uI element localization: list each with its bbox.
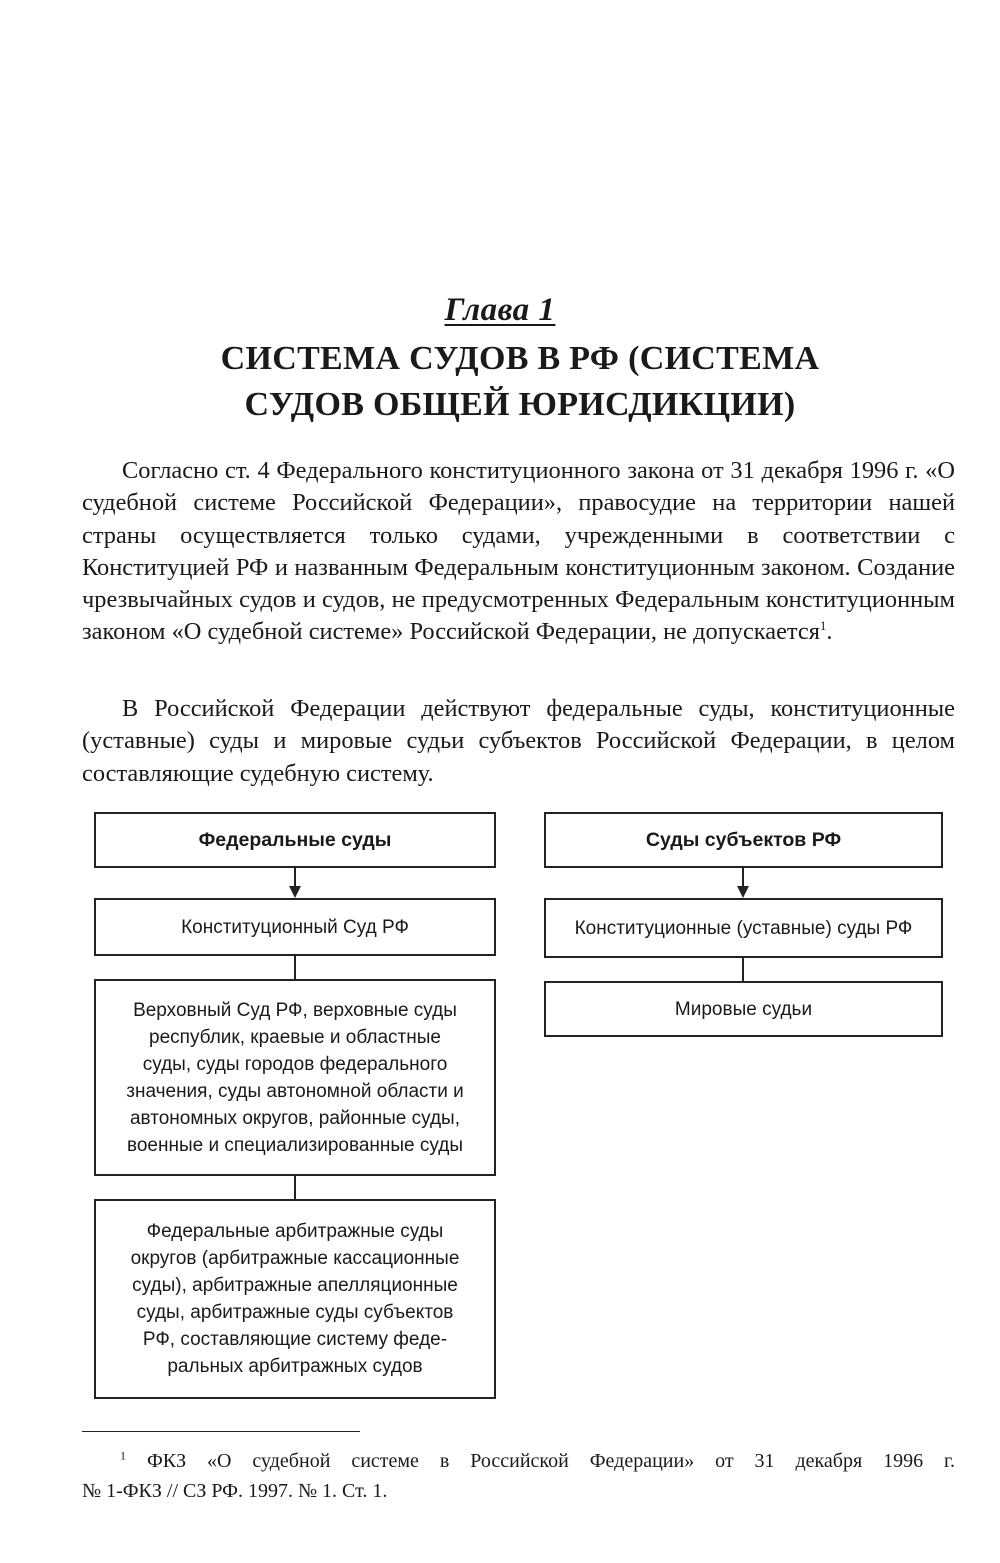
paragraph-1-text: Согласно ст. 4 Федерального конституционного закона от 31 декабря 1996 г. «О судебной системе Российской Федерации», правосудие на территории нашей страны осуществляется только судами, учрежденными в соответствии с Конституцией РФ и названным Федеральным конституционным законом. Создание чрезвычайных судов и судов, не предусмотренных Федеральным конституционным законом «О судебной системе» Российской Федерации, не допускается xyxy=(82,457,955,646)
chapter-title-line2: СУДОВ ОБЩЕЙ ЮРИСДИКЦИИ) xyxy=(244,386,796,423)
paragraph-1-end: . xyxy=(826,618,833,646)
paragraph-2-text: В Российской Федерации действуют федеральные суды, конституционные (уставные) суды и мировые судьи субъектов Российской Федерации, в целом составляющие судебную систему. xyxy=(82,695,955,787)
magistrates-text: Мировые судьи xyxy=(674,998,813,1020)
chapter-label-text: Глава 1 xyxy=(444,292,556,328)
general-courts-box xyxy=(94,979,496,1176)
footnote xyxy=(82,1446,955,1506)
constitutional-court-box xyxy=(94,898,496,956)
subjects-courts-header-text: Суды субъектов РФ xyxy=(645,828,842,851)
chapter-title-line1: СИСТЕМА СУДОВ В РФ (СИСТЕМА xyxy=(220,340,820,377)
arbitration-courts-line: РФ, составляющие систему феде- xyxy=(142,1329,448,1350)
connector-line xyxy=(294,1176,296,1199)
subjects-courts-header xyxy=(544,812,943,868)
arbitration-courts-line: ральных арбитражных судов xyxy=(167,1356,423,1377)
paragraph-1 xyxy=(82,455,955,649)
arbitration-courts-line: суды), арбитражные апелляционные xyxy=(132,1275,458,1296)
general-courts-line: значения, суды автономной области и xyxy=(126,1080,464,1102)
federal-courts-header-text: Федеральные суды xyxy=(198,828,392,851)
general-courts-line: республик, краевые и областные xyxy=(149,1026,441,1048)
chapter-label xyxy=(0,292,1000,329)
constitutional-court-text: Конституционный Суд РФ xyxy=(181,916,409,938)
connector-line xyxy=(294,956,296,979)
federal-courts-header xyxy=(94,812,496,868)
footnote-ref: 1 xyxy=(819,618,827,634)
connector-line xyxy=(294,868,296,888)
chapter-title xyxy=(120,336,920,428)
general-courts-line: военные и специализированные суды xyxy=(126,1134,464,1156)
magistrates-box xyxy=(544,981,943,1037)
subjects-constitutional-courts-box xyxy=(544,898,943,958)
general-courts-line: автономных округов, районные суды, xyxy=(129,1107,460,1129)
arbitration-courts-line: Федеральные арбитражные суды xyxy=(146,1221,444,1242)
arrow-down-icon xyxy=(737,886,749,898)
connector-line xyxy=(742,958,744,981)
connector-line xyxy=(742,868,744,888)
subjects-constitutional-courts-text: Конституционные (уставные) суды РФ xyxy=(574,917,913,939)
paragraph-2 xyxy=(82,693,955,790)
footnote-divider xyxy=(82,1431,360,1432)
footnote-line2: № 1-ФКЗ // СЗ РФ. 1997. № 1. Ст. 1. xyxy=(82,1480,388,1502)
footnote-line1: ФКЗ «О судебной системе в Российской Федерации» от 31 декабря 1996 г. xyxy=(146,1450,955,1472)
arbitration-courts-box xyxy=(94,1199,496,1399)
footnote-number: 1 xyxy=(120,1448,126,1463)
general-courts-line: суды, суды городов федерального xyxy=(142,1053,448,1075)
arbitration-courts-line: округов (арбитражные кассационные xyxy=(130,1248,460,1269)
arbitration-courts-line: суды, арбитражные суды субъектов xyxy=(136,1302,454,1323)
arrow-down-icon xyxy=(289,886,301,898)
general-courts-line: Верховный Суд РФ, верховные суды xyxy=(133,999,457,1021)
